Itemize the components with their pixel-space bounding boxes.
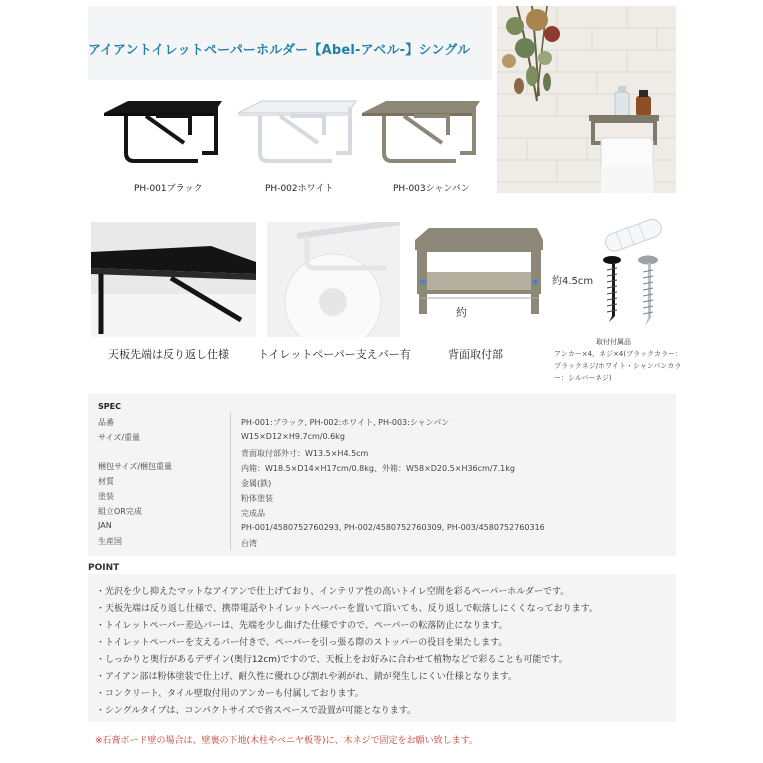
spec-divider	[230, 412, 231, 550]
spec-label: 梱包サイズ/梱包重量	[98, 462, 173, 471]
room-photo-illustration	[497, 6, 676, 193]
back-mount-illustration	[409, 222, 546, 337]
detail-photo-back	[409, 222, 546, 337]
holder-white-illustration	[232, 95, 360, 185]
point-item: ・コンクリート、タイル壁取付用のアンカーも付属しております。	[96, 689, 364, 699]
spec-value: W15×D12×H9.7cm/0.6kg	[241, 432, 345, 441]
holder-black-illustration	[98, 95, 226, 185]
parts-description: アンカー×4、ネジ×4(ブラックカラー：ブラックネジ/ホワイト・シャンパンカラー：シルバーネジ)	[554, 350, 682, 382]
spec-label: サイズ/重量	[98, 433, 141, 442]
point-item: ・シングルタイプは、コンパクトサイズで省スペースで設置が可能となります。	[96, 706, 416, 716]
spec-label: 材質	[98, 477, 114, 486]
product-title: アイアントイレットペーパーホルダー【Abel-アベル-】シングル	[88, 43, 471, 58]
dimension-height-label: 約4.5cm	[552, 276, 594, 287]
dimension-width-label: 約	[456, 306, 467, 319]
installation-note: ※石膏ボード壁の場合は、壁裏の下地(木柱やベニヤ板等)に、木ネジで固定をお願い致します。	[95, 736, 478, 746]
caption-lip: 天板先端は反り返し仕様	[108, 348, 229, 361]
point-item: ・トイレットペーパーを支えるバー付きで、ペーパーを引っ張る際のストッパーの役目を果たします。	[96, 638, 508, 648]
point-section	[88, 574, 676, 722]
caption-bar: トイレットペーパー支えバー有	[258, 348, 411, 361]
holder-champagne-illustration	[356, 95, 484, 185]
spec-value: PH-001:ブラック, PH-002:ホワイト, PH-003:シャンパン	[241, 418, 450, 427]
spec-value: 粉体塗装	[241, 494, 273, 503]
detail-photo-lip	[91, 222, 256, 337]
spec-value: 内箱：W18.5×D14×H17cm/0.8kg、外箱：W58×D20.5×H36cm/7.1kg	[241, 464, 515, 473]
variant-label-champagne: PH-003シャンパン	[393, 184, 470, 194]
screws-anchor-illustration	[594, 212, 674, 330]
point-item: ・トイレットペーパー差込バーは、先端を少し曲げた仕様ですので、ペーパーの転落防止になります。	[96, 621, 508, 631]
point-item: ・天板先端は反り返し仕様で、携帯電話やトイレットペーパーを置いて頂いても、反り返しで転落しにくくなっております。	[96, 604, 598, 614]
spec-value: 完成品	[241, 509, 265, 518]
caption-back: 背面取付部	[448, 348, 503, 361]
lip-detail-illustration	[91, 222, 256, 337]
point-item: ・光沢を少し抑えたマットなアイアンで仕上げており、インテリア性の高いトイレ空間を彩るペーパーホルダーです。	[96, 587, 570, 597]
point-item: ・しっかりと奥行があるデザイン(奥行12cm)ですので、天板上をお好みに合わせて植物などで彩ることも可能です。	[96, 655, 568, 665]
variant-image-white	[232, 95, 360, 185]
spec-label: JAN	[98, 521, 112, 530]
point-heading: POINT	[88, 563, 120, 573]
variant-image-black	[98, 95, 226, 185]
spec-label: 品番	[98, 418, 114, 427]
spec-label: 組立OR完成	[98, 507, 142, 516]
spec-value: 背面取付部外寸：W13.5×H4.5cm	[241, 449, 369, 458]
spec-label: 塗装	[98, 492, 114, 501]
spec-label: 生産国	[98, 537, 122, 546]
spec-heading: SPEC	[98, 402, 121, 411]
point-item: ・アイアン部は粉体塗装で仕上げ、耐久性に優れひび割れや剥がれ、錆が発生しにくい仕様となります。	[96, 672, 518, 682]
spec-value: PH-001/4580752760293, PH-002/4580752760309, PH-003/4580752760316	[241, 523, 545, 532]
title-banner	[88, 6, 492, 80]
detail-photo-bar	[267, 222, 400, 337]
spec-value: 金属(鉄)	[241, 479, 272, 488]
parts-title: 取付付属品	[596, 338, 631, 346]
installed-room-photo	[497, 6, 676, 193]
variant-image-champagne	[356, 95, 484, 185]
spec-value: 台湾	[241, 539, 257, 548]
variant-label-white: PH-002ホワイト	[265, 184, 334, 194]
support-bar-illustration	[267, 222, 400, 337]
variant-label-black: PH-001ブラック	[134, 184, 203, 194]
spec-section	[88, 394, 676, 556]
